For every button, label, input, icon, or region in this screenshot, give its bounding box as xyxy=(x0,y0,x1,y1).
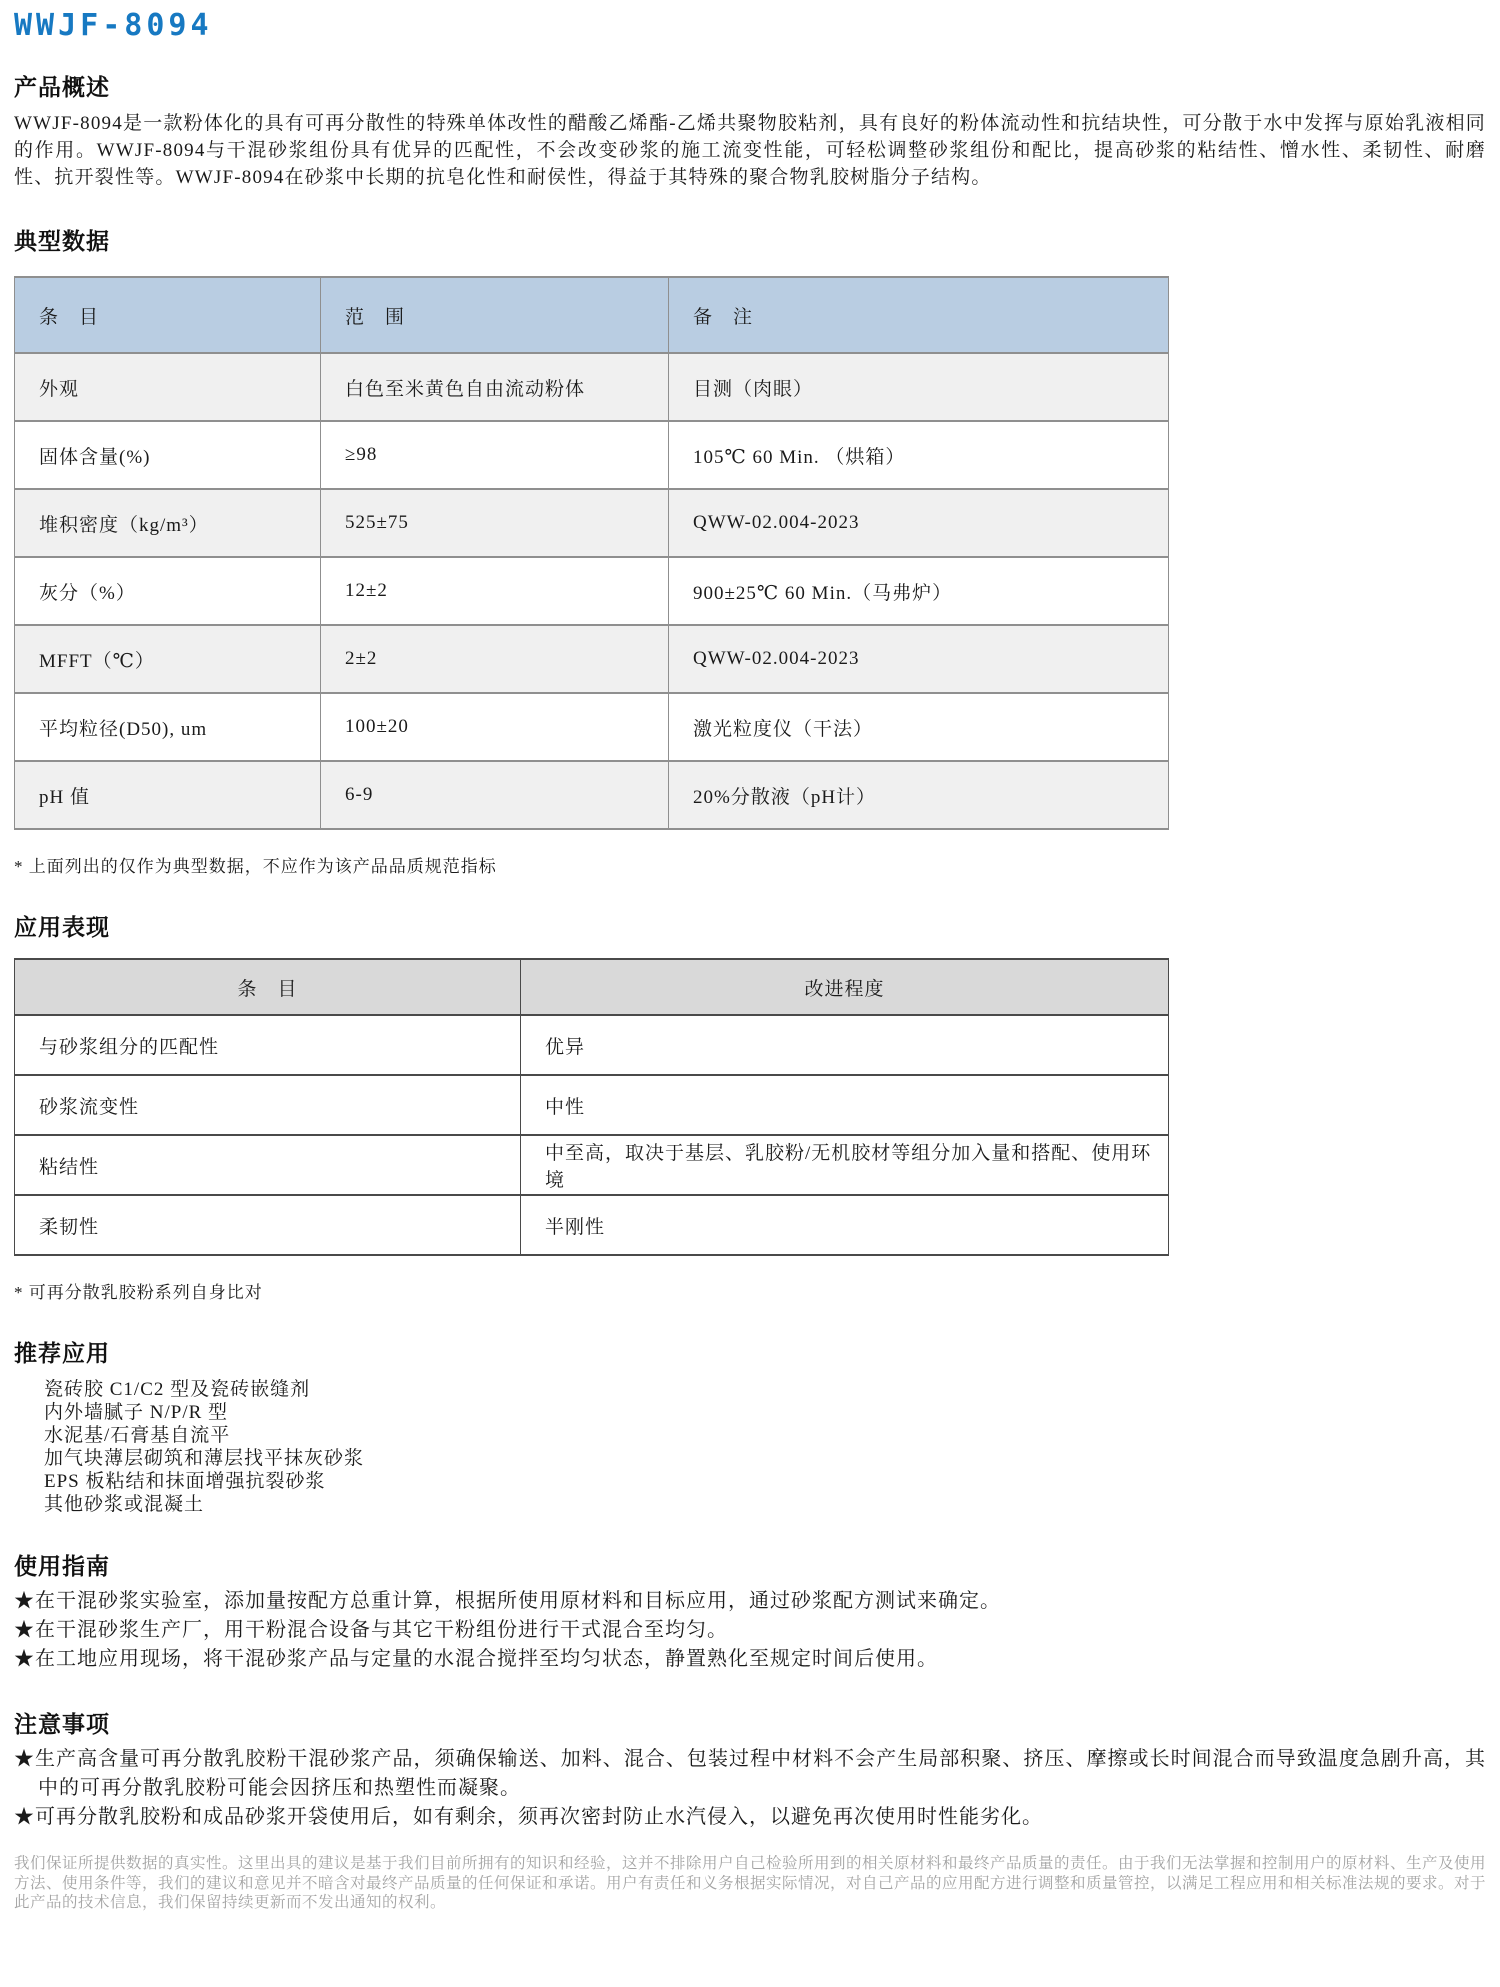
cell-range: ≥98 xyxy=(321,421,669,489)
table-row xyxy=(15,489,1169,557)
section-heading-recommended: 推荐应用 xyxy=(14,1340,110,1366)
application-table xyxy=(14,958,1169,1256)
cell-item: 灰分（%） xyxy=(15,557,321,625)
cell-range: 525±75 xyxy=(321,489,669,557)
cell-remark: 105℃ 60 Min. （烘箱） xyxy=(669,421,1169,489)
table-row xyxy=(15,693,1169,761)
cell-range: 2±2 xyxy=(321,625,669,693)
table-row xyxy=(15,557,1169,625)
cell-remark: QWW-02.004-2023 xyxy=(669,625,1169,693)
cell-item: 外观 xyxy=(15,353,321,421)
section-heading-application: 应用表现 xyxy=(14,914,110,940)
cell-improvement: 半刚性 xyxy=(521,1195,1169,1255)
cell-improvement: 优异 xyxy=(521,1015,1169,1075)
table-row xyxy=(15,761,1169,829)
table-row xyxy=(15,1135,1169,1195)
note-item: ★生产高含量可再分散乳胶粉干混砂浆产品，须确保输送、加料、混合、包装过程中材料不会产生局部积聚、挤压、摩擦或长时间混合而导致温度急剧升高，其中的可再分散乳胶粉可能会因挤压和热塑性而凝聚。 xyxy=(14,1748,1486,1799)
column-header-item: 条 目 xyxy=(15,277,321,353)
application-header-row xyxy=(15,959,1169,1015)
cell-improvement: 中至高，取决于基层、乳胶粉/无机胶材等组分加入量和搭配、使用环境 xyxy=(521,1135,1169,1195)
cell-remark: QWW-02.004-2023 xyxy=(669,489,1169,557)
column-header-range: 范 围 xyxy=(321,277,669,353)
table-row xyxy=(15,625,1169,693)
list-item: 其他砂浆或混凝土 xyxy=(44,1494,205,1515)
list-item: 内外墙腻子 N/P/R 型 xyxy=(44,1402,229,1423)
cell-item: 固体含量(%) xyxy=(15,421,321,489)
table-row xyxy=(15,421,1169,489)
list-item: EPS 板粘结和抹面增强抗裂砂浆 xyxy=(44,1471,326,1492)
typical-data-table xyxy=(14,276,1169,830)
section-heading-overview: 产品概述 xyxy=(14,74,110,100)
cell-item: 与砂浆组分的匹配性 xyxy=(15,1015,521,1075)
cell-range: 100±20 xyxy=(321,693,669,761)
column-header-item: 条 目 xyxy=(15,959,521,1015)
note-item: ★可再分散乳胶粉和成品砂浆开袋使用后，如有剩余，须再次密封防止水汽侵入，以避免再次使用时性能劣化。 xyxy=(14,1806,1043,1828)
cell-item: 柔韧性 xyxy=(15,1195,521,1255)
cell-remark: 目测（肉眼） xyxy=(669,353,1169,421)
cell-item: 砂浆流变性 xyxy=(15,1075,521,1135)
cell-range: 6-9 xyxy=(321,761,669,829)
usage-item: ★在干混砂浆实验室，添加量按配方总重计算，根据所使用原材料和目标应用，通过砂浆配方测试来确定。 xyxy=(14,1590,1001,1612)
list-item: 加气块薄层砌筑和薄层找平抹灰砂浆 xyxy=(44,1448,365,1469)
overview-paragraph: WWJF-8094是一款粉体化的具有可再分散性的特殊单体改性的醋酸乙烯酯-乙烯共聚物胶粘剂，具有良好的粉体流动性和抗结块性，可分散于水中发挥与原始乳液相同的作用。WWJF-8094与干混砂浆组份具有优异的匹配性，不会改变砂浆的施工流变性能，可轻松调整砂浆组份和配比，提高砂浆的粘结性、憎水性、柔韧性、耐磨性、抗开裂性等。WWJF-8094在砂浆中长期的抗皂化性和耐侯性，得益于其特殊的聚合物乳胶树脂分子结构。 xyxy=(14,113,1486,188)
cell-improvement: 中性 xyxy=(521,1075,1169,1135)
list-item: 水泥基/石膏基自流平 xyxy=(44,1425,231,1446)
cell-item: 平均粒径(D50), um xyxy=(15,693,321,761)
cell-range: 12±2 xyxy=(321,557,669,625)
product-title: WWJF-8094 xyxy=(14,8,213,43)
precaution-notes xyxy=(14,1745,1486,1832)
cell-range: 白色至米黄色自由流动粉体 xyxy=(321,353,669,421)
usage-guidelines xyxy=(14,1587,1486,1674)
column-header-remark: 备 注 xyxy=(669,277,1169,353)
table-row xyxy=(15,1015,1169,1075)
application-footnote: * 可再分散乳胶粉系列自身比对 xyxy=(14,1283,263,1302)
cell-remark: 激光粒度仪（干法） xyxy=(669,693,1169,761)
cell-item: pH 值 xyxy=(15,761,321,829)
table-row xyxy=(15,1075,1169,1135)
table-row xyxy=(15,353,1169,421)
section-heading-typical-data: 典型数据 xyxy=(14,228,110,254)
section-heading-usage: 使用指南 xyxy=(14,1553,110,1579)
cell-remark: 900±25℃ 60 Min.（马弗炉） xyxy=(669,557,1169,625)
typical-data-header-row xyxy=(15,277,1169,353)
cell-item: MFFT（℃） xyxy=(15,625,321,693)
usage-item: ★在工地应用现场，将干混砂浆产品与定量的水混合搅拌至均匀状态，静置熟化至规定时间后使用。 xyxy=(14,1648,938,1670)
recommended-applications-list xyxy=(44,1378,1486,1516)
table-row xyxy=(15,1195,1169,1255)
legal-disclaimer: 我们保证所提供数据的真实性。这里出具的建议是基于我们目前所拥有的知识和经验，这并不排除用户自己检验所用到的相关原材料和最终产品质量的责任。由于我们无法掌握和控制用户的原材料、生产及使用方法、使用条件等，我们的建议和意见并不暗含对最终产品质量的任何保证和承诺。用户有责任和义务根据实际情况，对自己产品的应用配方进行调整和质量管控，以满足工程应用和相关标准法规的要求。对于此产品的技术信息，我们保留持续更新而不发出通知的权利。 xyxy=(14,1855,1487,1911)
cell-item: 粘结性 xyxy=(15,1135,521,1195)
typical-data-footnote: * 上面列出的仅作为典型数据，不应作为该产品品质规范指标 xyxy=(14,857,497,876)
usage-item: ★在干混砂浆生产厂，用干粉混合设备与其它干粉组份进行干式混合至均匀。 xyxy=(14,1619,728,1641)
cell-remark: 20%分散液（pH计） xyxy=(669,761,1169,829)
list-item: 瓷砖胶 C1/C2 型及瓷砖嵌缝剂 xyxy=(44,1379,311,1400)
cell-item: 堆积密度（kg/m³） xyxy=(15,489,321,557)
column-header-improvement: 改进程度 xyxy=(521,959,1169,1015)
section-heading-notes: 注意事项 xyxy=(14,1711,110,1737)
